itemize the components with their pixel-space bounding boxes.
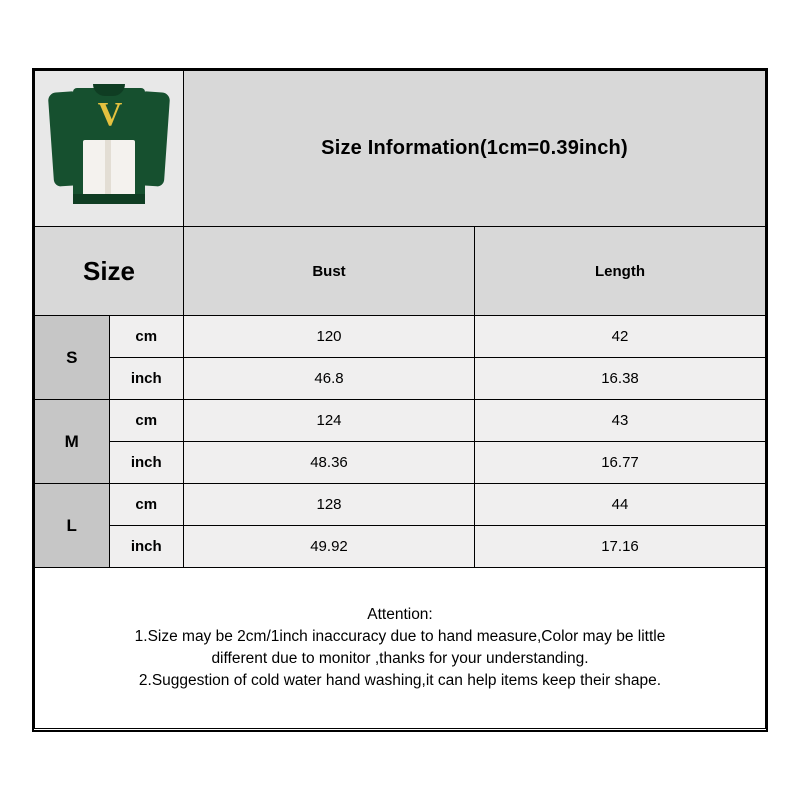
bust-inch-m: 48.36 [184, 442, 475, 484]
length-cm-l: 44 [475, 484, 766, 526]
unit-inch-m: inch [109, 442, 184, 484]
notes-line-2: different due to monitor ,thanks for your understanding. [211, 650, 589, 667]
chart-title: Size Information(1cm=0.39inch) [184, 71, 766, 227]
unit-inch-s: inch [109, 358, 184, 400]
table-header-row [35, 71, 766, 227]
unit-inch-l: inch [109, 526, 184, 568]
length-inch-m: 16.77 [475, 442, 766, 484]
bust-inch-s: 46.8 [184, 358, 475, 400]
bust-cm-s: 120 [184, 316, 475, 358]
table-row [35, 316, 766, 358]
letter-graphic: V [97, 95, 123, 133]
attention-notes [35, 568, 766, 729]
notes-line-3: 2.Suggestion of cold water hand washing,it can help items keep their shape. [138, 672, 662, 689]
size-label-l: L [35, 484, 110, 568]
garment-illustration [49, 78, 169, 220]
unit-cm-m: cm [109, 400, 184, 442]
column-header-bust: Bust [184, 227, 475, 316]
notes-row [35, 568, 766, 729]
column-header-row [35, 227, 766, 316]
table-row [35, 442, 766, 484]
table-row [35, 400, 766, 442]
unit-cm-s: cm [109, 316, 184, 358]
notes-line-1: 1.Size may be 2cm/1inch inaccuracy due to hand measure,Color may be little [134, 628, 666, 645]
length-cm-s: 42 [475, 316, 766, 358]
garment-hem [73, 194, 145, 204]
bust-cm-l: 128 [184, 484, 475, 526]
table-row [35, 526, 766, 568]
length-cm-m: 43 [475, 400, 766, 442]
column-header-length: Length [475, 227, 766, 316]
notes-heading: Attention: [367, 606, 433, 623]
length-inch-l: 17.16 [475, 526, 766, 568]
size-chart-container [32, 68, 768, 732]
length-inch-s: 16.38 [475, 358, 766, 400]
size-information-table [34, 70, 766, 729]
bust-cm-m: 124 [184, 400, 475, 442]
table-row [35, 358, 766, 400]
bust-inch-l: 49.92 [184, 526, 475, 568]
size-label-s: S [35, 316, 110, 400]
size-label-m: M [35, 400, 110, 484]
unit-cm-l: cm [109, 484, 184, 526]
table-row [35, 484, 766, 526]
column-header-size: Size [35, 227, 184, 316]
product-image-cell [35, 71, 184, 227]
